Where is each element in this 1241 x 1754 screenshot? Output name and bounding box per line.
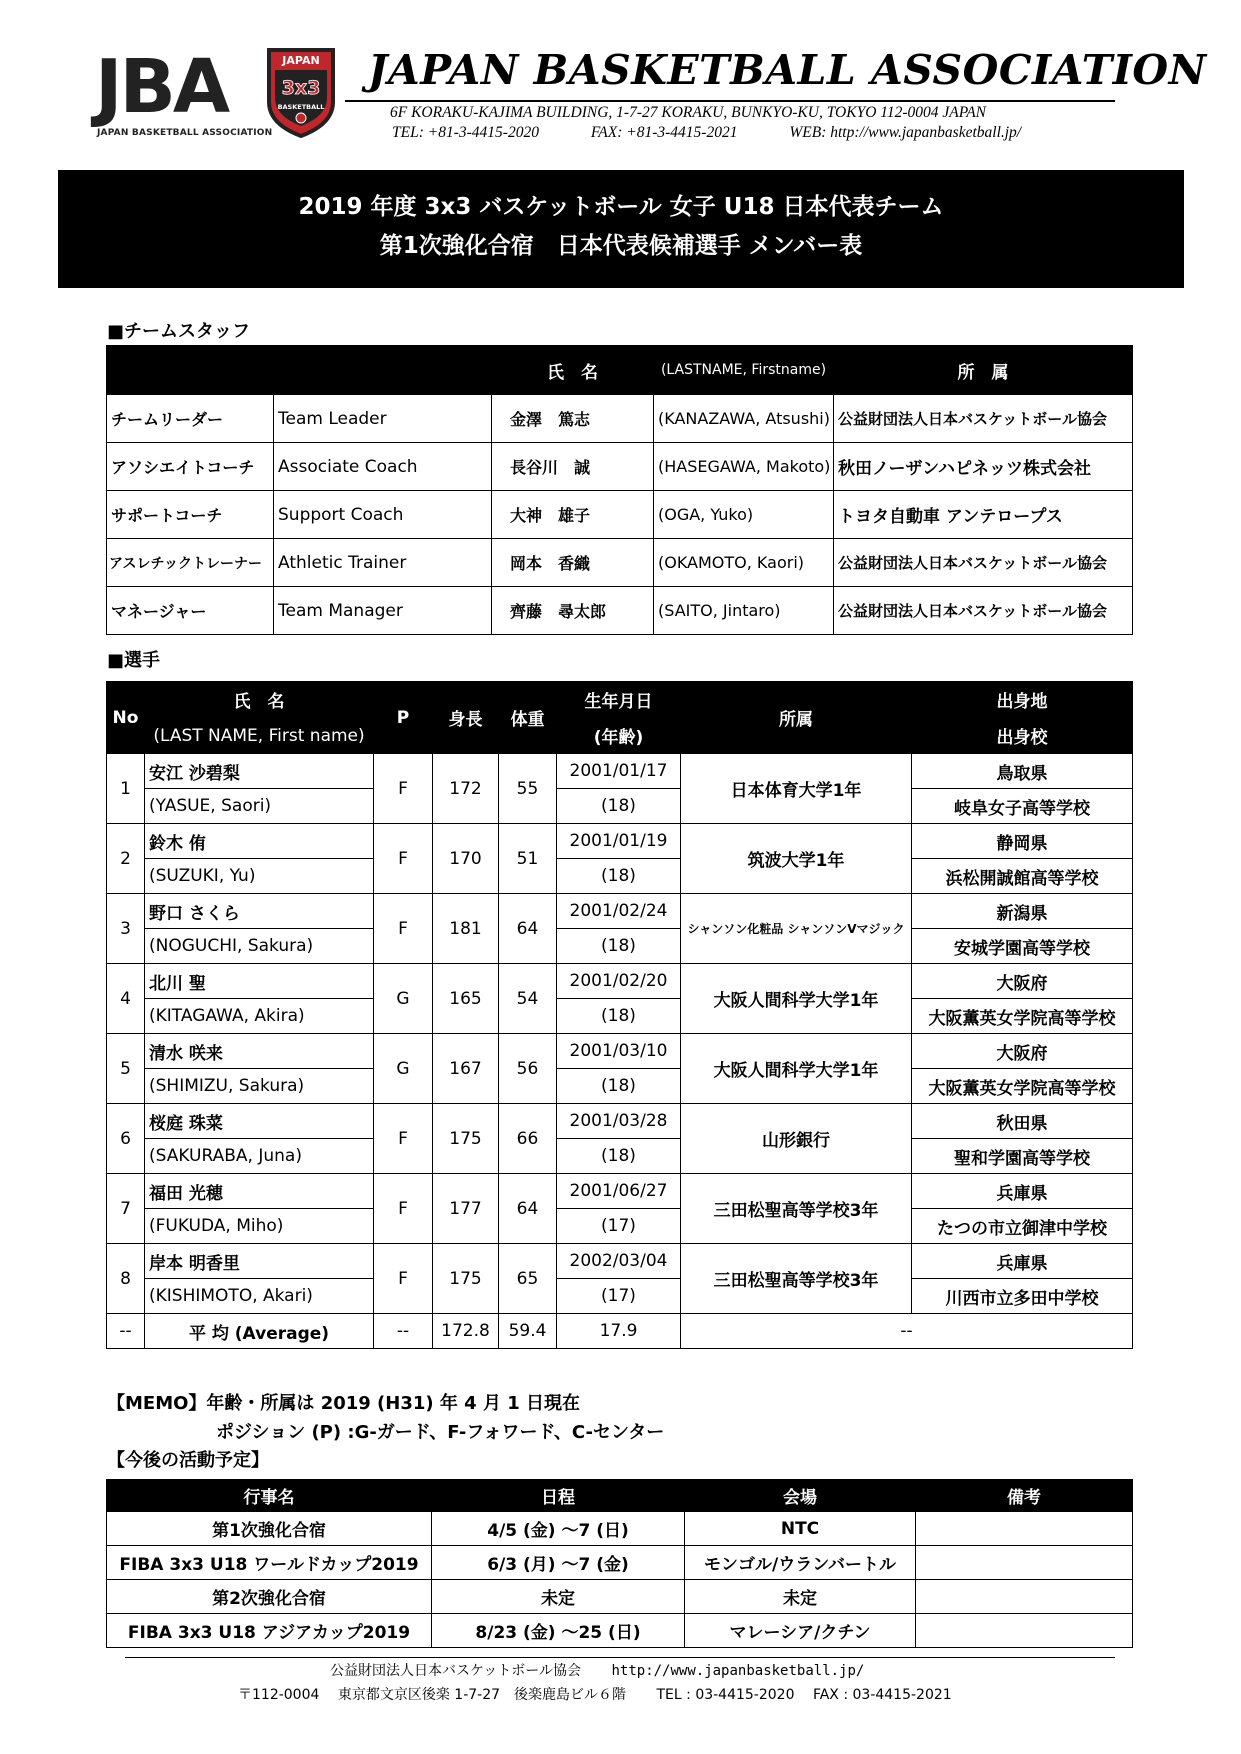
- player-row-2: [107, 929, 1133, 964]
- staff-role-ja: サポートコーチ: [107, 491, 274, 539]
- player-height: 167: [433, 1034, 499, 1104]
- player-school: 岐阜女子高等学校: [912, 789, 1133, 824]
- staff-name: 長谷川 誠: [492, 443, 654, 491]
- staff-name: 大神 雄子: [492, 491, 654, 539]
- player-team: 日本体育大学1年: [681, 754, 912, 824]
- schedule-date: 6/3 (月) ～7 (金): [432, 1546, 685, 1580]
- players-header-name: 氏 名: [145, 682, 374, 718]
- player-name: 福田 光穂: [145, 1174, 374, 1209]
- players-header-dob: 生年月日: [557, 682, 681, 718]
- staff-name: 金澤 篤志: [492, 395, 654, 443]
- player-row: [107, 1174, 1133, 1209]
- player-row-2: [107, 789, 1133, 824]
- players-header-no: No: [107, 682, 145, 754]
- player-no: 3: [107, 894, 145, 964]
- average-height: 172.8: [433, 1314, 499, 1349]
- schedule-section-title: 【今後の活動予定】: [107, 1450, 269, 1471]
- memo-line-2: ポジション (P) :G-ガード、F-フォワード、C-センター: [216, 1422, 665, 1443]
- staff-row: [107, 395, 1133, 443]
- schedule-venue: モンゴル/ウランバートル: [685, 1546, 916, 1580]
- player-prefecture: 兵庫県: [912, 1174, 1133, 1209]
- staff-header-blank: [107, 346, 492, 395]
- player-weight: 51: [499, 824, 557, 894]
- player-prefecture: 鳥取県: [912, 754, 1133, 789]
- player-height: 165: [433, 964, 499, 1034]
- schedule-venue: 未定: [685, 1580, 916, 1614]
- staff-name: 齊藤 尋太郎: [492, 587, 654, 635]
- player-prefecture: 大阪府: [912, 1034, 1133, 1069]
- footer-address: 東京都文京区後楽 1-7-27 後楽鹿島ビル６階: [337, 1687, 627, 1703]
- player-name-en: (KITAGAWA, Akira): [145, 999, 374, 1034]
- player-dob: 2001/02/20: [557, 964, 681, 999]
- player-school: 大阪薫英女学院高等学校: [912, 999, 1133, 1034]
- player-weight: 65: [499, 1244, 557, 1314]
- average-pos: --: [374, 1314, 433, 1349]
- org-address: 6F KORAKU-KAJIMA BUILDING, 1-7-27 KORAKU, BUNKYO-KU, TOKYO 112-0004 JAPAN: [390, 104, 987, 121]
- footer-line-2: [238, 1684, 978, 1704]
- player-name: 北川 聖: [145, 964, 374, 999]
- player-no: 8: [107, 1244, 145, 1314]
- org-tel: TEL: +81-3-4415-2020: [392, 124, 539, 141]
- players-header-pos: P: [374, 682, 433, 754]
- player-row-2: [107, 859, 1133, 894]
- player-height: 175: [433, 1104, 499, 1174]
- player-dob: 2001/01/17: [557, 754, 681, 789]
- average-rest: --: [681, 1314, 1133, 1349]
- schedule-event: FIBA 3x3 U18 ワールドカップ2019: [107, 1546, 432, 1580]
- schedule-row: [107, 1580, 1133, 1614]
- staff-table: [106, 345, 1133, 635]
- footer-tel: TEL : 03-4415-2020: [656, 1687, 795, 1703]
- average-row: [107, 1314, 1133, 1349]
- players-header-team: 所属: [681, 682, 912, 754]
- staff-name-en: (KANAZAWA, Atsushi): [654, 395, 834, 443]
- shield-bottom-text: BASKETBALL: [277, 103, 325, 111]
- player-age: (18): [557, 1139, 681, 1174]
- player-row-2: [107, 999, 1133, 1034]
- jba-logo: [95, 44, 340, 140]
- schedule-header-row: [107, 1480, 1133, 1512]
- player-dob: 2001/06/27: [557, 1174, 681, 1209]
- shield-top-text: JAPAN: [282, 54, 320, 67]
- memo-line-1: 【MEMO】年齢・所属は 2019 (H31) 年 4 月 1 日現在: [107, 1393, 580, 1414]
- player-name-en: (SAKURABA, Juna): [145, 1139, 374, 1174]
- player-name: 清水 咲来: [145, 1034, 374, 1069]
- staff-role-ja: アソシエイトコーチ: [107, 443, 274, 491]
- staff-name-en: (HASEGAWA, Makoto): [654, 443, 834, 491]
- staff-name: 岡本 香織: [492, 539, 654, 587]
- player-school: 大阪薫英女学院高等学校: [912, 1069, 1133, 1104]
- schedule-header-venue: 会場: [685, 1480, 916, 1512]
- player-team: 筑波大学1年: [681, 824, 912, 894]
- staff-affiliation: 公益財団法人日本バスケットボール協会: [834, 395, 1133, 443]
- player-height: 181: [433, 894, 499, 964]
- schedule-venue: NTC: [685, 1512, 916, 1546]
- schedule-date: 4/5 (金) ～7 (日): [432, 1512, 685, 1546]
- player-position: G: [374, 1034, 433, 1104]
- staff-role-ja: チームリーダー: [107, 395, 274, 443]
- player-no: 2: [107, 824, 145, 894]
- player-school: たつの市立御津中学校: [912, 1209, 1133, 1244]
- player-weight: 54: [499, 964, 557, 1034]
- players-table: [106, 681, 1133, 1349]
- player-weight: 64: [499, 1174, 557, 1244]
- player-position: F: [374, 754, 433, 824]
- player-name-en: (FUKUDA, Miho): [145, 1209, 374, 1244]
- staff-row: [107, 587, 1133, 635]
- player-team: 三田松聖高等学校3年: [681, 1174, 912, 1244]
- staff-role-en: Support Coach: [274, 491, 492, 539]
- player-prefecture: 兵庫県: [912, 1244, 1133, 1279]
- player-age: (18): [557, 929, 681, 964]
- staff-row: [107, 539, 1133, 587]
- player-name-en: (YASUE, Saori): [145, 789, 374, 824]
- players-header-school: 出身校: [912, 718, 1133, 754]
- player-team: シャンソン化粧品 シャンソンVマジック: [681, 894, 912, 964]
- player-dob: 2001/02/24: [557, 894, 681, 929]
- footer-rule: [125, 1657, 1115, 1658]
- schedule-date: 8/23 (金) ～25 (日): [432, 1614, 685, 1648]
- player-name: 野口 さくら: [145, 894, 374, 929]
- staff-role-ja: マネージャー: [107, 587, 274, 635]
- player-weight: 64: [499, 894, 557, 964]
- player-prefecture: 新潟県: [912, 894, 1133, 929]
- player-name: 桜庭 珠菜: [145, 1104, 374, 1139]
- player-team: 大阪人間科学大学1年: [681, 964, 912, 1034]
- player-position: F: [374, 824, 433, 894]
- player-position: F: [374, 1244, 433, 1314]
- footer-org: 公益財団法人日本バスケットボール協会: [330, 1663, 582, 1679]
- player-team: 三田松聖高等学校3年: [681, 1244, 912, 1314]
- staff-affiliation: 公益財団法人日本バスケットボール協会: [834, 539, 1133, 587]
- player-age: (18): [557, 859, 681, 894]
- players-header-age: (年齢): [557, 718, 681, 754]
- staff-name-en: (OGA, Yuko): [654, 491, 834, 539]
- player-team: 大阪人間科学大学1年: [681, 1034, 912, 1104]
- player-name: 鈴木 侑: [145, 824, 374, 859]
- footer-line-1: [330, 1660, 890, 1680]
- player-name: 岸本 明香里: [145, 1244, 374, 1279]
- player-row: [107, 754, 1133, 789]
- schedule-event: 第1次強化合宿: [107, 1512, 432, 1546]
- player-school: 安城学園高等学校: [912, 929, 1133, 964]
- schedule-row: [107, 1546, 1133, 1580]
- staff-name-en: (OKAMOTO, Kaori): [654, 539, 834, 587]
- player-row: [107, 964, 1133, 999]
- player-position: F: [374, 1174, 433, 1244]
- player-row-2: [107, 1139, 1133, 1174]
- schedule-row: [107, 1512, 1133, 1546]
- staff-section-title: ■チームスタッフ: [107, 321, 251, 342]
- player-weight: 56: [499, 1034, 557, 1104]
- staff-role-en: Associate Coach: [274, 443, 492, 491]
- player-school: 浜松開誠館高等学校: [912, 859, 1133, 894]
- player-row: [107, 894, 1133, 929]
- players-header-row: [107, 682, 1133, 718]
- 3x3-shield-icon: [263, 46, 339, 138]
- banner-line-1: 2019 年度 3x3 バスケットボール 女子 U18 日本代表チーム: [298, 194, 944, 220]
- schedule-note: [916, 1546, 1133, 1580]
- org-contact: [392, 124, 1069, 142]
- staff-header-name: 氏 名: [492, 346, 654, 395]
- logo-subtext: JAPAN BASKETBALL ASSOCIATION: [97, 128, 273, 138]
- player-no: 7: [107, 1174, 145, 1244]
- player-no: 4: [107, 964, 145, 1034]
- players-header-pref: 出身地: [912, 682, 1133, 718]
- staff-role-en: Team Leader: [274, 395, 492, 443]
- player-position: F: [374, 1104, 433, 1174]
- player-age: (18): [557, 1069, 681, 1104]
- player-school: 聖和学園高等学校: [912, 1139, 1133, 1174]
- title-banner: [58, 170, 1184, 288]
- player-weight: 55: [499, 754, 557, 824]
- player-name-en: (KISHIMOTO, Akari): [145, 1279, 374, 1314]
- staff-affiliation: 公益財団法人日本バスケットボール協会: [834, 587, 1133, 635]
- schedule-event: 第2次強化合宿: [107, 1580, 432, 1614]
- average-age: 17.9: [557, 1314, 681, 1349]
- player-no: 6: [107, 1104, 145, 1174]
- schedule-header-note: 備考: [916, 1480, 1133, 1512]
- footer-postal: 〒112-0004: [238, 1687, 320, 1703]
- player-position: G: [374, 964, 433, 1034]
- player-dob: 2001/03/28: [557, 1104, 681, 1139]
- footer-url[interactable]: http://www.japanbasketball.jp/: [611, 1663, 865, 1679]
- schedule-note: [916, 1580, 1133, 1614]
- schedule-header-event: 行事名: [107, 1480, 432, 1512]
- average-label: 平 均 (Average): [145, 1314, 374, 1349]
- schedule-header-date: 日程: [432, 1480, 685, 1512]
- footer-fax: FAX : 03-4415-2021: [812, 1687, 952, 1703]
- player-prefecture: 秋田県: [912, 1104, 1133, 1139]
- player-row-2: [107, 1279, 1133, 1314]
- player-prefecture: 静岡県: [912, 824, 1133, 859]
- player-name-en: (NOGUCHI, Sakura): [145, 929, 374, 964]
- staff-header-row: [107, 346, 1133, 395]
- players-header-height: 身長: [433, 682, 499, 754]
- staff-role-ja: アスレチックトレーナー: [107, 539, 274, 587]
- player-name: 安江 沙碧梨: [145, 754, 374, 789]
- schedule-note: [916, 1512, 1133, 1546]
- player-row: [107, 824, 1133, 859]
- players-header-row-2: [107, 718, 1133, 754]
- player-age: (18): [557, 789, 681, 824]
- player-prefecture: 大阪府: [912, 964, 1133, 999]
- player-age: (18): [557, 999, 681, 1034]
- staff-name-en: (SAITO, Jintaro): [654, 587, 834, 635]
- player-row-2: [107, 1209, 1133, 1244]
- player-dob: 2002/03/04: [557, 1244, 681, 1279]
- schedule-table: [106, 1479, 1133, 1648]
- banner-line-2: 第1次強化合宿 日本代表候補選手 メンバー表: [379, 233, 863, 259]
- player-school: 川西市立多田中学校: [912, 1279, 1133, 1314]
- shield-mid-text: 3x3: [281, 77, 321, 99]
- player-age: (17): [557, 1209, 681, 1244]
- logo-letters: JBA: [95, 44, 228, 130]
- schedule-note: [916, 1614, 1133, 1648]
- staff-row: [107, 443, 1133, 491]
- player-weight: 66: [499, 1104, 557, 1174]
- player-height: 177: [433, 1174, 499, 1244]
- header-rule: [345, 100, 1115, 102]
- org-fax: FAX: +81-3-4415-2021: [590, 124, 738, 141]
- player-team: 山形銀行: [681, 1104, 912, 1174]
- staff-role-en: Team Manager: [274, 587, 492, 635]
- players-header-weight: 体重: [499, 682, 557, 754]
- players-header-name-en: (LAST NAME, First name): [145, 718, 374, 754]
- player-dob: 2001/01/19: [557, 824, 681, 859]
- player-height: 172: [433, 754, 499, 824]
- player-name-en: (SHIMIZU, Sakura): [145, 1069, 374, 1104]
- staff-affiliation: 秋田ノーザンハピネッツ株式会社: [834, 443, 1133, 491]
- player-row: [107, 1104, 1133, 1139]
- player-row-2: [107, 1069, 1133, 1104]
- player-row: [107, 1244, 1133, 1279]
- staff-affiliation: トヨタ自動車 アンテロープス: [834, 491, 1133, 539]
- player-row: [107, 1034, 1133, 1069]
- player-height: 175: [433, 1244, 499, 1314]
- average-weight: 59.4: [499, 1314, 557, 1349]
- org-web: WEB: http://www.japanbasketball.jp/: [789, 124, 1022, 141]
- player-name-en: (SUZUKI, Yu): [145, 859, 374, 894]
- staff-row: [107, 491, 1133, 539]
- player-no: 1: [107, 754, 145, 824]
- player-dob: 2001/03/10: [557, 1034, 681, 1069]
- org-name: JAPAN BASKETBALL ASSOCIATION: [368, 46, 1207, 94]
- schedule-event: FIBA 3x3 U18 アジアカップ2019: [107, 1614, 432, 1648]
- schedule-row: [107, 1614, 1133, 1648]
- players-section-title: ■選手: [107, 650, 161, 671]
- staff-header-name-en: (LASTNAME, Firstname): [654, 346, 834, 395]
- schedule-venue: マレーシア/クチン: [685, 1614, 916, 1648]
- player-age: (17): [557, 1279, 681, 1314]
- player-no: 5: [107, 1034, 145, 1104]
- player-height: 170: [433, 824, 499, 894]
- staff-header-affiliation: 所 属: [834, 346, 1133, 395]
- player-position: F: [374, 894, 433, 964]
- staff-role-en: Athletic Trainer: [274, 539, 492, 587]
- schedule-date: 未定: [432, 1580, 685, 1614]
- average-no: --: [107, 1314, 145, 1349]
